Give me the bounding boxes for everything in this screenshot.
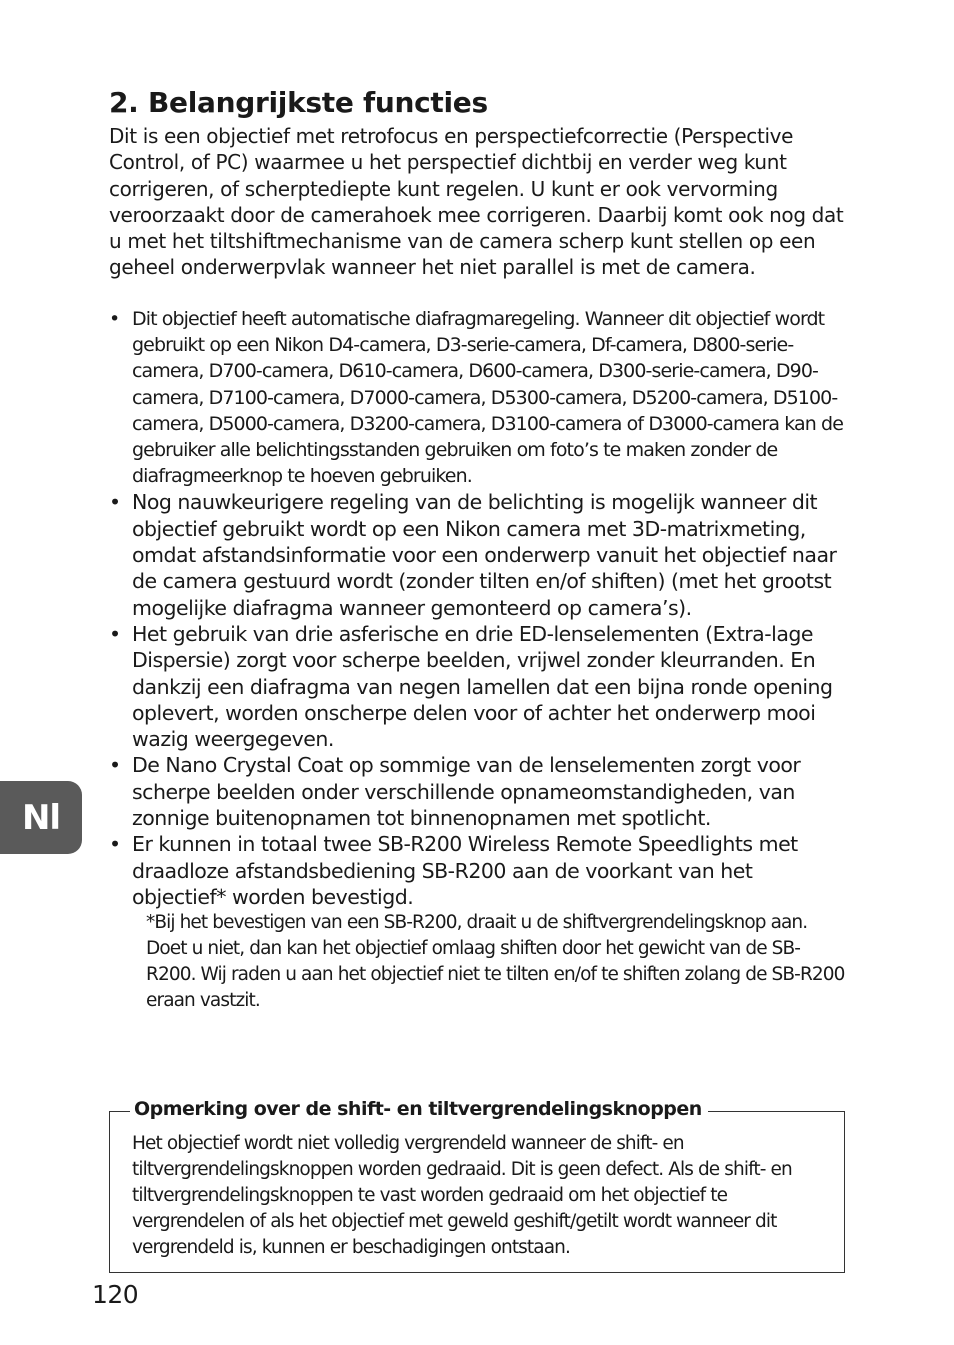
page-number: 120 (92, 1280, 139, 1309)
intro-paragraph: Dit is een objectief met retrofocus en perspectiefcorrectie (Perspective Control, of PC) waarmee u het perspectief dichtbij en verder weg kunt corrigeren, of scherptediepte kunt regelen. U kunt er ook vervorming veroorzaakt door de camerahoek mee corrigeren. Daarbij komt ook nog dat u met het tiltshiftmechanisme van de camera scherp kunt stellen op een geheel onderwerpvlak wanneer het niet parallel is met de camera. (109, 124, 844, 280)
bullet-marker: • (109, 308, 120, 330)
bullet-marker: • (109, 621, 121, 646)
list-item (109, 621, 849, 752)
feature-list (109, 306, 849, 1014)
bullet-marker: • (109, 832, 121, 857)
list-item-text: Nog nauwkeurigere regeling van de belichting is mogelijk wanneer dit objectief gebruikt wordt op een Nikon camera met 3D-matrixmeting, omdat afstandsinformatie voor een onderwerp vanuit het objectief naar de camera gestuurd wordt (zonder tilten en/of shiften) (met het grootst mogelijke diafragma wanneer gemonteerd op camera’s). (132, 490, 837, 620)
list-item (109, 489, 849, 620)
bullet-marker: • (109, 753, 121, 778)
list-item-text: Het gebruik van drie asferische en drie ED-lenselementen (Extra-lage Dispersie) zorgt voor scherpe beelden, vrijwel zonder kleurranden. En dankzij een diafragma van negen lamellen dat een bijna ronde opening oplevert, worden onscherpe delen voor of achter het onderwerp mooi wazig weergegeven. (132, 621, 833, 752)
section-heading: 2. Belangrijkste functies (109, 86, 488, 119)
list-item (109, 752, 849, 831)
footnote: *Bij het bevestigen van een SB-R200, draait u de shiftvergrendelingsknop aan. Doet u niet, dan kan het objectief omlaag shiften door het gewicht van de SB-R200. Wij raden u aan het objectief niet te tilten en/of te shiften zolang de SB-R200 eraan vastzit. (146, 912, 845, 1012)
note-body: Het objectief wordt niet volledig vergrendeld wanneer de shift- en tiltvergrendelingsknoppen worden gedraaid. Dit is geen defect. Als de shift- en tiltvergrendelingsknoppen te vast worden gedraaid om het objectief te vergrendelen of als het objectief met geweld geshift/getilt wordt wanneer dit vergrendeld is, kunnen er beschadigingen ontstaan. (132, 1133, 792, 1258)
language-tab: Nl (0, 781, 82, 854)
list-item-text: Er kunnen in totaal twee SB-R200 Wireless Remote Speedlights met draadloze afstandsbediening SB-R200 aan de voorkant van het objectief* worden bevestigd. (132, 832, 798, 909)
note-title: Opmerking over de shift- en tiltvergrendelingsknoppen (130, 1098, 708, 1120)
list-item-text: Dit objectief heeft automatische diafragmaregeling. Wanneer dit objectief wordt gebruikt op een Nikon D4-camera, D3-serie-camera, Df-camera, D800-serie-camera, D700-camera, D610-camera, D600-camera, D300-serie-camera, D90-camera, D7100-camera, D7000-camera, D5300-camera, D5200-camera, D5100-camera, D5000-camera, D3200-camera, D3100-camera of D3000-camera kan de gebruiker alle belichtingsstanden gebruiken om foto’s te maken zonder de diafragmeerknop te hoeven gebruiken. (132, 308, 843, 488)
bullet-marker: • (109, 490, 121, 515)
list-item-text: De Nano Crystal Coat op sommige van de lenselementen zorgt voor scherpe beelden onder verschillende opnameomstandigheden, van zonnige buitenopnamen tot binnenopnamen met spotlicht. (132, 753, 801, 830)
list-item (109, 831, 849, 910)
list-item (109, 306, 849, 489)
